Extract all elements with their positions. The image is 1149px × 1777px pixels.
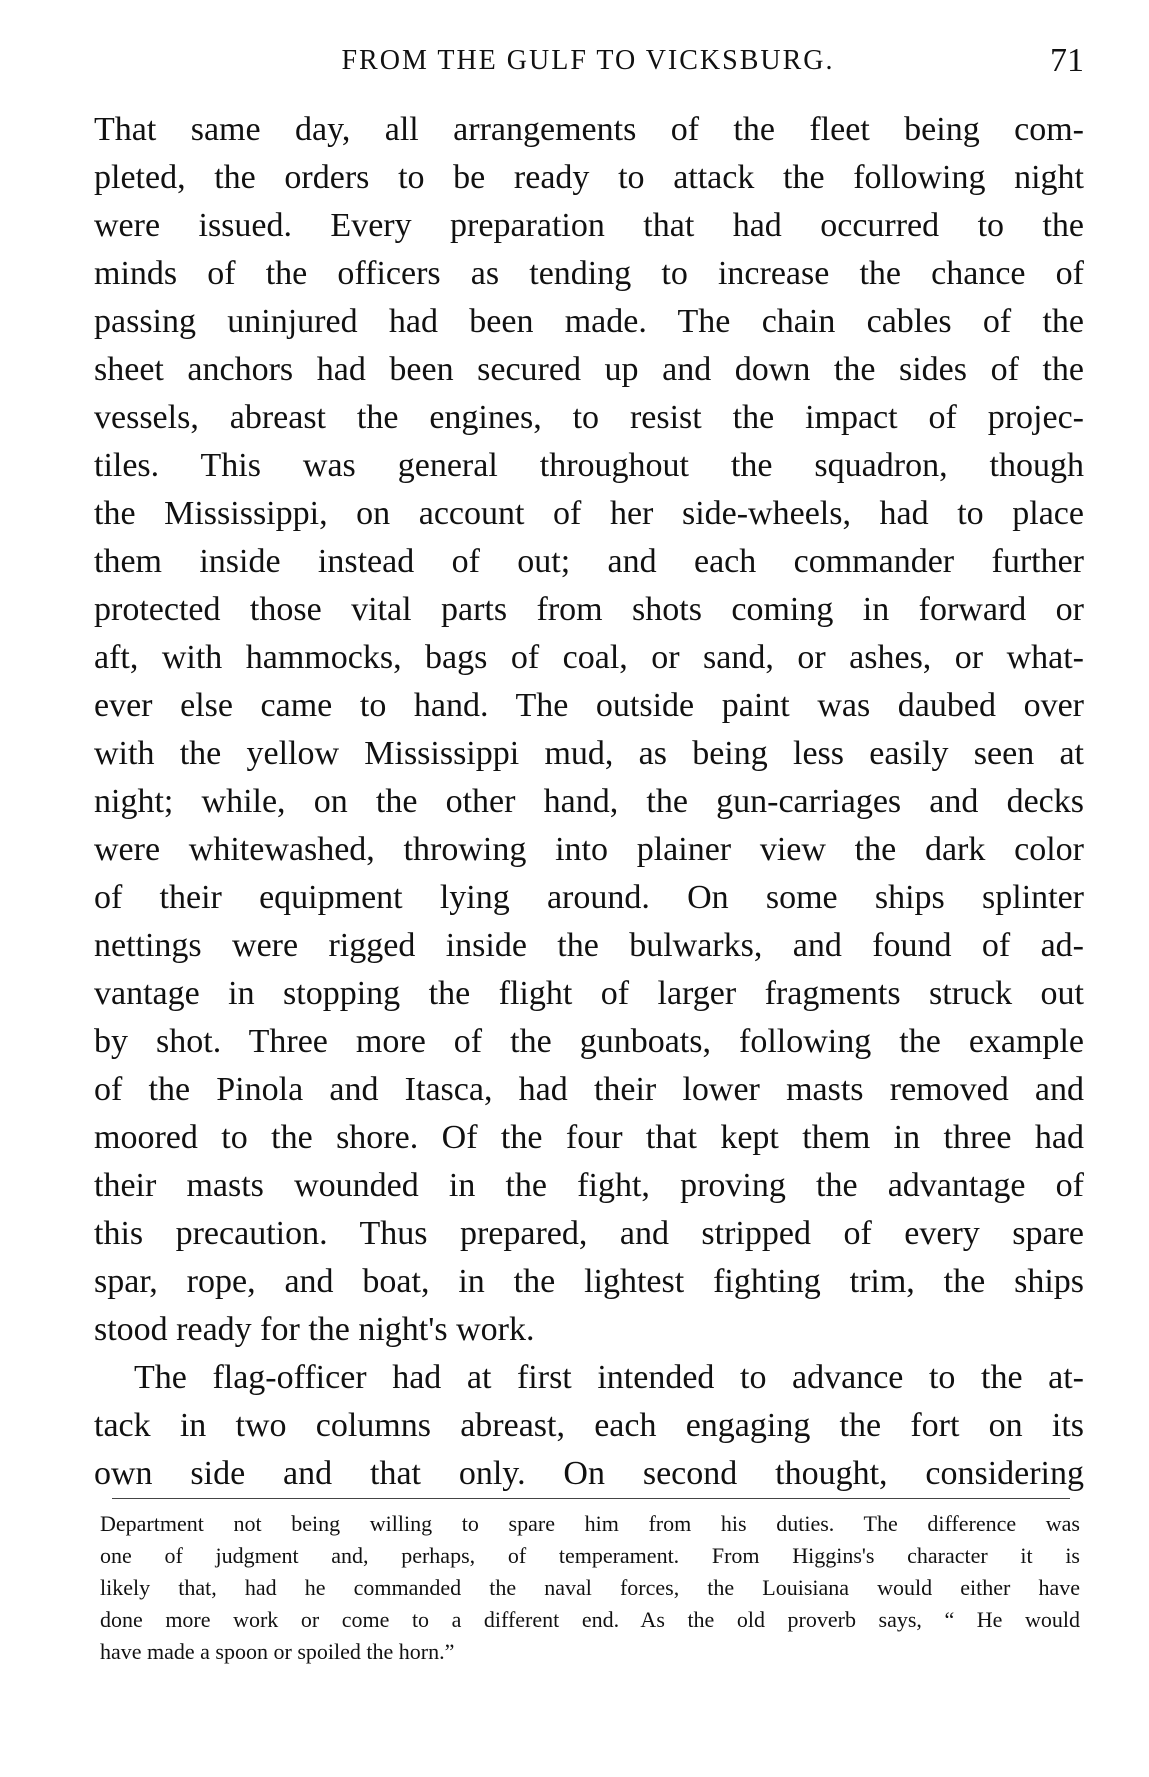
footnote-line: done more work or come to a different end. As the old proverb says, “ He would: [100, 1607, 1080, 1632]
body-line: passing uninjured had been made. The chain cables of the: [94, 303, 1084, 340]
footnote-line: likely that, had he commanded the naval forces, the Louisiana would either have: [100, 1575, 1080, 1600]
footnote-line: one of judgment and, perhaps, of temperament. From Higgins's character it is: [100, 1543, 1080, 1568]
running-head: [92, 36, 1084, 86]
body-line: vessels, abreast the engines, to resist the impact of projec-: [94, 399, 1084, 436]
body-line: were whitewashed, throwing into plainer view the dark color: [94, 831, 1084, 868]
body-line: tack in two columns abreast, each engaging the fort on its: [94, 1407, 1084, 1444]
body-line: with the yellow Mississippi mud, as being less easily seen at: [94, 735, 1084, 772]
body-line: of their equipment lying around. On some ships splinter: [94, 879, 1084, 916]
body-line: the Mississippi, on account of her side-wheels, had to place: [94, 495, 1084, 532]
page-number: 71: [1050, 42, 1084, 79]
body-line: protected those vital parts from shots coming in forward or: [94, 591, 1084, 628]
body-text: [94, 106, 1084, 1498]
body-line: pleted, the orders to be ready to attack the following night: [94, 159, 1084, 196]
body-line: nettings were rigged inside the bulwarks, and found of ad-: [94, 927, 1084, 964]
body-line: of the Pinola and Itasca, had their lower masts removed and: [94, 1071, 1084, 1108]
footnote-line: have made a spoon or spoiled the horn.”: [100, 1639, 455, 1664]
body-line: night; while, on the other hand, the gun-carriages and decks: [94, 783, 1084, 820]
body-line: by shot. Three more of the gunboats, following the example: [94, 1023, 1084, 1060]
body-line: moored to the shore. Of the four that kept them in three had: [94, 1119, 1084, 1156]
body-line: stood ready for the night's work.: [94, 1311, 535, 1348]
body-line: tiles. This was general throughout the squadron, though: [94, 447, 1084, 484]
body-line: minds of the officers as tending to increase the chance of: [94, 255, 1084, 292]
footnote-divider: [112, 1498, 1070, 1499]
running-title: FROM THE GULF TO VICKSBURG.: [341, 45, 835, 76]
footnote-line: Department not being willing to spare him from his duties. The difference was: [100, 1511, 1080, 1536]
body-line: ever else came to hand. The outside paint was daubed over: [94, 687, 1084, 724]
body-line: own side and that only. On second thought, considering: [94, 1455, 1084, 1492]
body-line: were issued. Every preparation that had occurred to the: [94, 207, 1084, 244]
body-line: aft, with hammocks, bags of coal, or sand, or ashes, or what-: [94, 639, 1084, 676]
body-line: spar, rope, and boat, in the lightest fighting trim, the ships: [94, 1263, 1084, 1300]
body-line: That same day, all arrangements of the fleet being com-: [94, 111, 1084, 148]
body-line: them inside instead of out; and each commander further: [94, 543, 1084, 580]
footnote: [100, 1508, 1080, 1668]
body-line: sheet anchors had been secured up and down the sides of the: [94, 351, 1084, 388]
body-line: their masts wounded in the fight, proving the advantage of: [94, 1167, 1084, 1204]
body-line: this precaution. Thus prepared, and stripped of every spare: [94, 1215, 1084, 1252]
paragraph-start-line: The flag-officer had at first intended to advance to the at-: [134, 1359, 1084, 1396]
body-line: vantage in stopping the flight of larger fragments struck out: [94, 975, 1084, 1012]
